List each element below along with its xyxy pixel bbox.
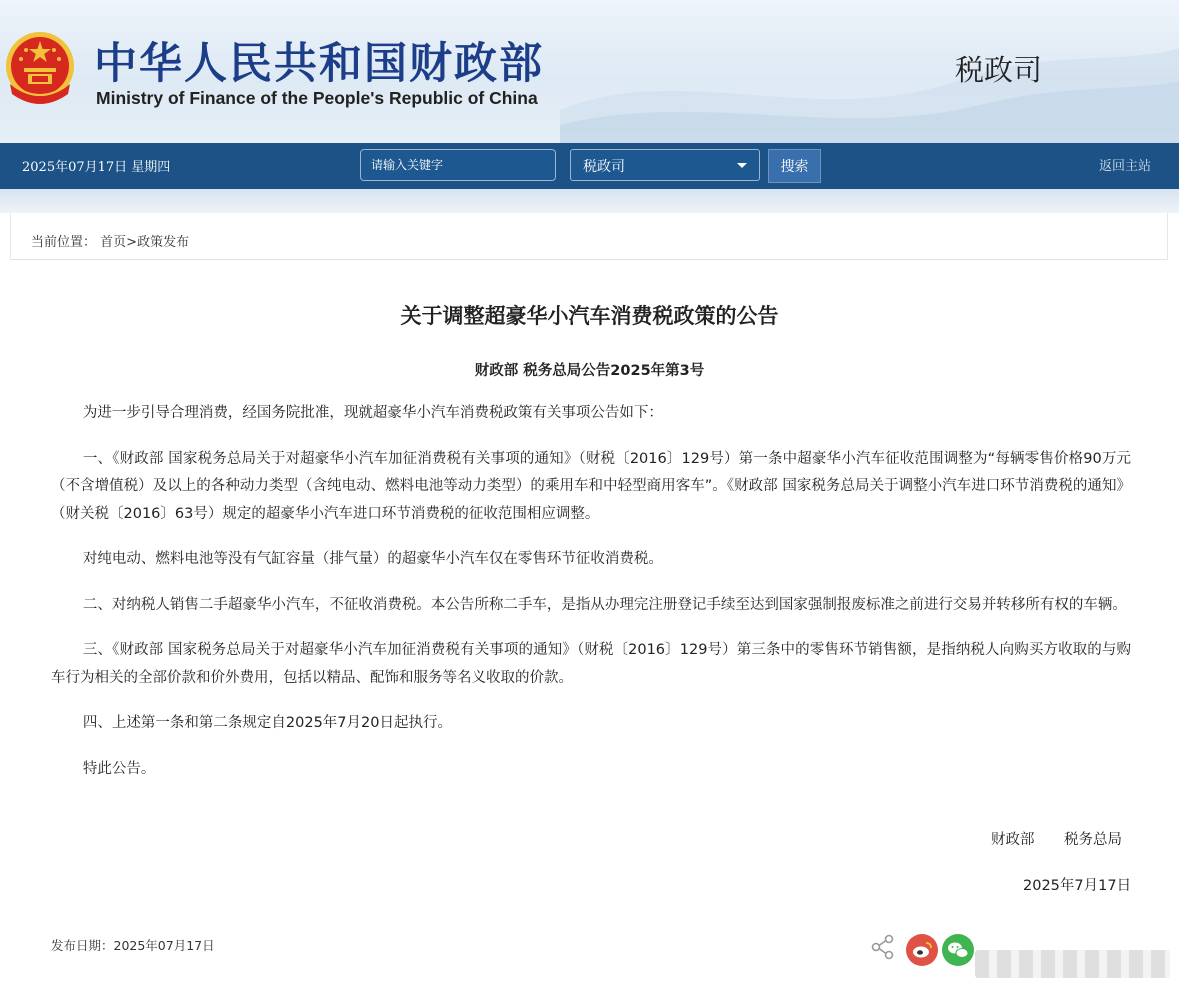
breadcrumb-area bbox=[10, 213, 1168, 260]
weibo-glyph-icon bbox=[906, 934, 938, 966]
breadcrumb-label: 当前位置： bbox=[31, 235, 97, 250]
article-paragraph: 四、上述第一条和第二条规定自2025年7月20日起执行。 bbox=[82, 715, 452, 731]
weibo-icon[interactable] bbox=[906, 934, 938, 966]
signing-date: 2025年7月17日 bbox=[1023, 878, 1132, 894]
return-home-link[interactable]: 返回主站 bbox=[1099, 159, 1152, 174]
search-button[interactable]: 搜索 bbox=[768, 149, 821, 183]
article-paragraph: 特此公告。 bbox=[82, 760, 156, 777]
breadcrumb-home-link[interactable]: 首页 bbox=[100, 235, 127, 250]
search-scope-value: 税政司 bbox=[583, 159, 625, 175]
blurred-overlay bbox=[975, 950, 1170, 978]
wechat-glyph-icon bbox=[942, 934, 974, 966]
breadcrumb-separator: > bbox=[126, 235, 138, 250]
article-paragraph: 一、《财政部 国家税务总局关于对超豪华小汽车加征消费税有关事项的通知》（财税〔2016〕129号）第一条中超豪华小汽车征收范围调整为“每辆零售价格90万元（不含增值税）及以上的各种动力类型（含纯电动、燃料电池等动力类型）的乘用车和中轻型商用客车”。《财政部 国家税务总局关于调整小汽车进口环节消费税的通知》（财关税〔2016〕63号）规定的超豪华小汽车进口环节消费税的征收范围相应调整。 bbox=[51, 450, 1131, 522]
signatory-sat: 税务总局 bbox=[1064, 832, 1122, 848]
nav-bar bbox=[0, 143, 1179, 189]
article-paragraph: 对纯电动、燃料电池等没有气缸容量（排气量）的超豪华小汽车仅在零售环节征收消费税。 bbox=[82, 551, 663, 567]
header-wave-decoration bbox=[560, 0, 1179, 143]
article-paragraph: 二、对纳税人销售二手超豪华小汽车，不征收消费税。本公告所称二手车，是指从办理完注册登记手续至达到国家强制报废标准之前进行交易并转移所有权的车辆。 bbox=[82, 596, 1127, 613]
signatory-mof: 财政部 bbox=[991, 832, 1035, 848]
share-icon[interactable] bbox=[870, 934, 896, 960]
breadcrumb-section-link[interactable]: 政策发布 bbox=[137, 235, 190, 250]
wechat-icon[interactable] bbox=[942, 934, 974, 966]
department-name: 税政司 bbox=[955, 53, 1043, 87]
chevron-down-icon bbox=[737, 163, 747, 168]
article-paragraph: 三、《财政部 国家税务总局关于对超豪华小汽车加征消费税有关事项的通知》（财税〔2016〕129号）第三条中的零售环节销售额，是指纳税人向购买方收取的与购车行为相关的全部价款和价外费用，包括以精品、配饰和服务等名义收取的价款。 bbox=[51, 642, 1131, 686]
search-input[interactable] bbox=[360, 149, 556, 181]
site-header bbox=[0, 0, 1179, 143]
article-title: 关于调整超豪华小汽车消费税政策的公告 bbox=[400, 304, 779, 328]
breadcrumb bbox=[31, 231, 189, 250]
site-title-english: Ministry of Finance of the People's Republic of China bbox=[96, 88, 538, 108]
article-body bbox=[51, 400, 1131, 801]
publish-date: 发布日期：2025年07月17日 bbox=[51, 938, 215, 953]
site-title-chinese: 中华人民共和国财政部 bbox=[94, 39, 544, 89]
article-paragraph: 为进一步引导合理消费，经国务院批准，现就超豪华小汽车消费税政策有关事项公告如下： bbox=[82, 405, 663, 421]
current-date: 2025年07月17日 星期四 bbox=[22, 160, 171, 175]
nav-subband bbox=[0, 189, 1179, 213]
search-scope-select[interactable] bbox=[570, 149, 760, 181]
document-number: 财政部 税务总局公告2025年第3号 bbox=[474, 363, 705, 379]
national-emblem-icon bbox=[2, 28, 78, 108]
